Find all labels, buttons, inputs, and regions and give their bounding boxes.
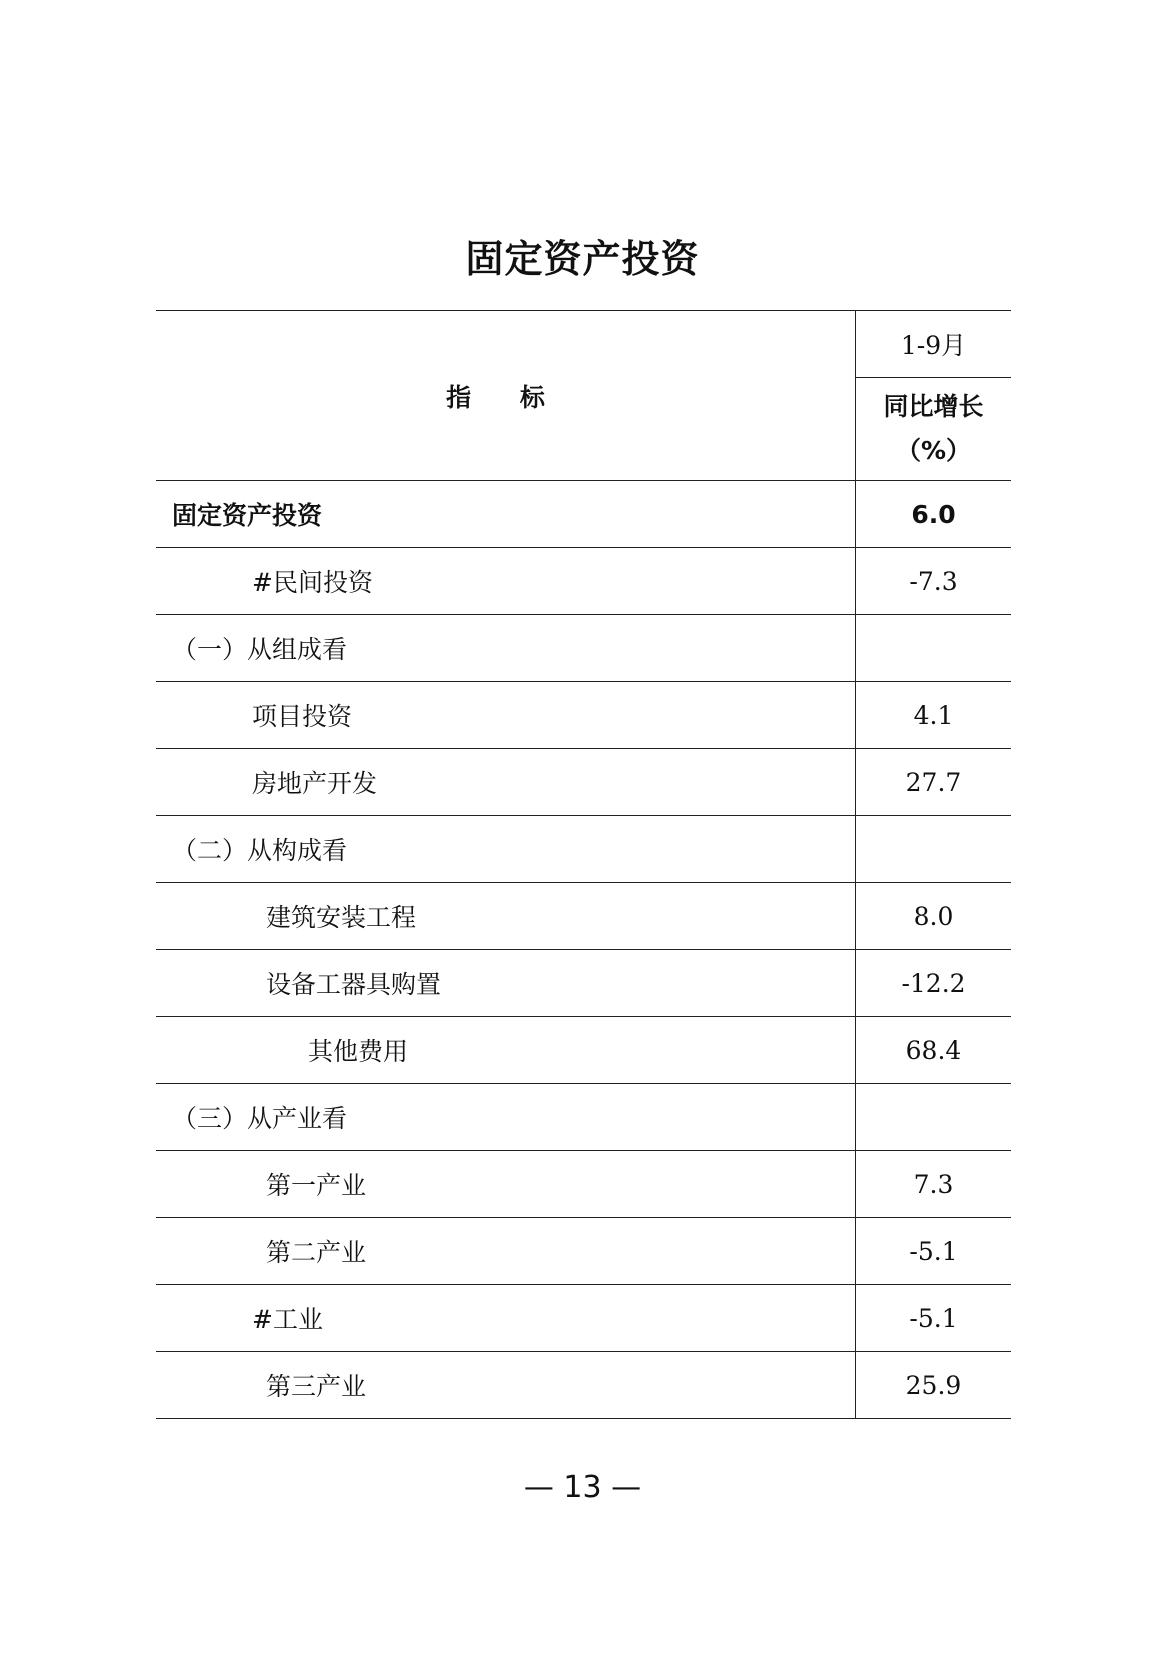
- row-label: 房地产开发: [156, 749, 856, 816]
- table-row: [156, 1218, 1011, 1285]
- table-row: [156, 816, 1011, 883]
- row-value: -12.2: [856, 950, 1012, 1017]
- row-value: -7.3: [856, 548, 1012, 615]
- row-value: [856, 1084, 1012, 1151]
- row-label: 第一产业: [156, 1151, 856, 1218]
- fixed-asset-investment-table: [156, 310, 1011, 1419]
- row-value: 68.4: [856, 1017, 1012, 1084]
- row-value: 8.0: [856, 883, 1012, 950]
- row-value: 6.0: [856, 481, 1012, 548]
- row-label: 建筑安装工程: [156, 883, 856, 950]
- table-row: [156, 1151, 1011, 1218]
- header-period: 1-9月: [856, 311, 1012, 378]
- row-label: 其他费用: [156, 1017, 856, 1084]
- row-value: [856, 816, 1012, 883]
- table-row: [156, 1017, 1011, 1084]
- row-label: #民间投资: [156, 548, 856, 615]
- header-unit: （%）: [895, 436, 972, 465]
- row-label: 第二产业: [156, 1218, 856, 1285]
- header-indicator: 指 标: [156, 311, 856, 481]
- table-row: [156, 950, 1011, 1017]
- row-label: 第三产业: [156, 1352, 856, 1419]
- row-label: （一）从组成看: [156, 615, 856, 682]
- table-row: [156, 481, 1011, 548]
- table-header-row: [156, 311, 1011, 378]
- table-row: [156, 1084, 1011, 1151]
- table-row: [156, 1352, 1011, 1419]
- row-label: 固定资产投资: [156, 481, 856, 548]
- row-label: 设备工器具购置: [156, 950, 856, 1017]
- page-title: 固定资产投资: [465, 237, 700, 281]
- row-label: 项目投资: [156, 682, 856, 749]
- table-row: [156, 1285, 1011, 1352]
- row-label: （三）从产业看: [156, 1084, 856, 1151]
- header-metric-label: 同比增长: [883, 392, 984, 421]
- row-label: （二）从构成看: [156, 816, 856, 883]
- table-row: [156, 615, 1011, 682]
- row-label: #工业: [156, 1285, 856, 1352]
- header-metric: [856, 378, 1012, 481]
- table-row: [156, 682, 1011, 749]
- row-value: 27.7: [856, 749, 1012, 816]
- row-value: -5.1: [856, 1218, 1012, 1285]
- table-row: [156, 883, 1011, 950]
- row-value: -5.1: [856, 1285, 1012, 1352]
- table-row: [156, 749, 1011, 816]
- table-row: [156, 548, 1011, 615]
- row-value: 25.9: [856, 1352, 1012, 1419]
- row-value: [856, 615, 1012, 682]
- page-number: — 13 —: [523, 1470, 642, 1505]
- row-value: 7.3: [856, 1151, 1012, 1218]
- row-value: 4.1: [856, 682, 1012, 749]
